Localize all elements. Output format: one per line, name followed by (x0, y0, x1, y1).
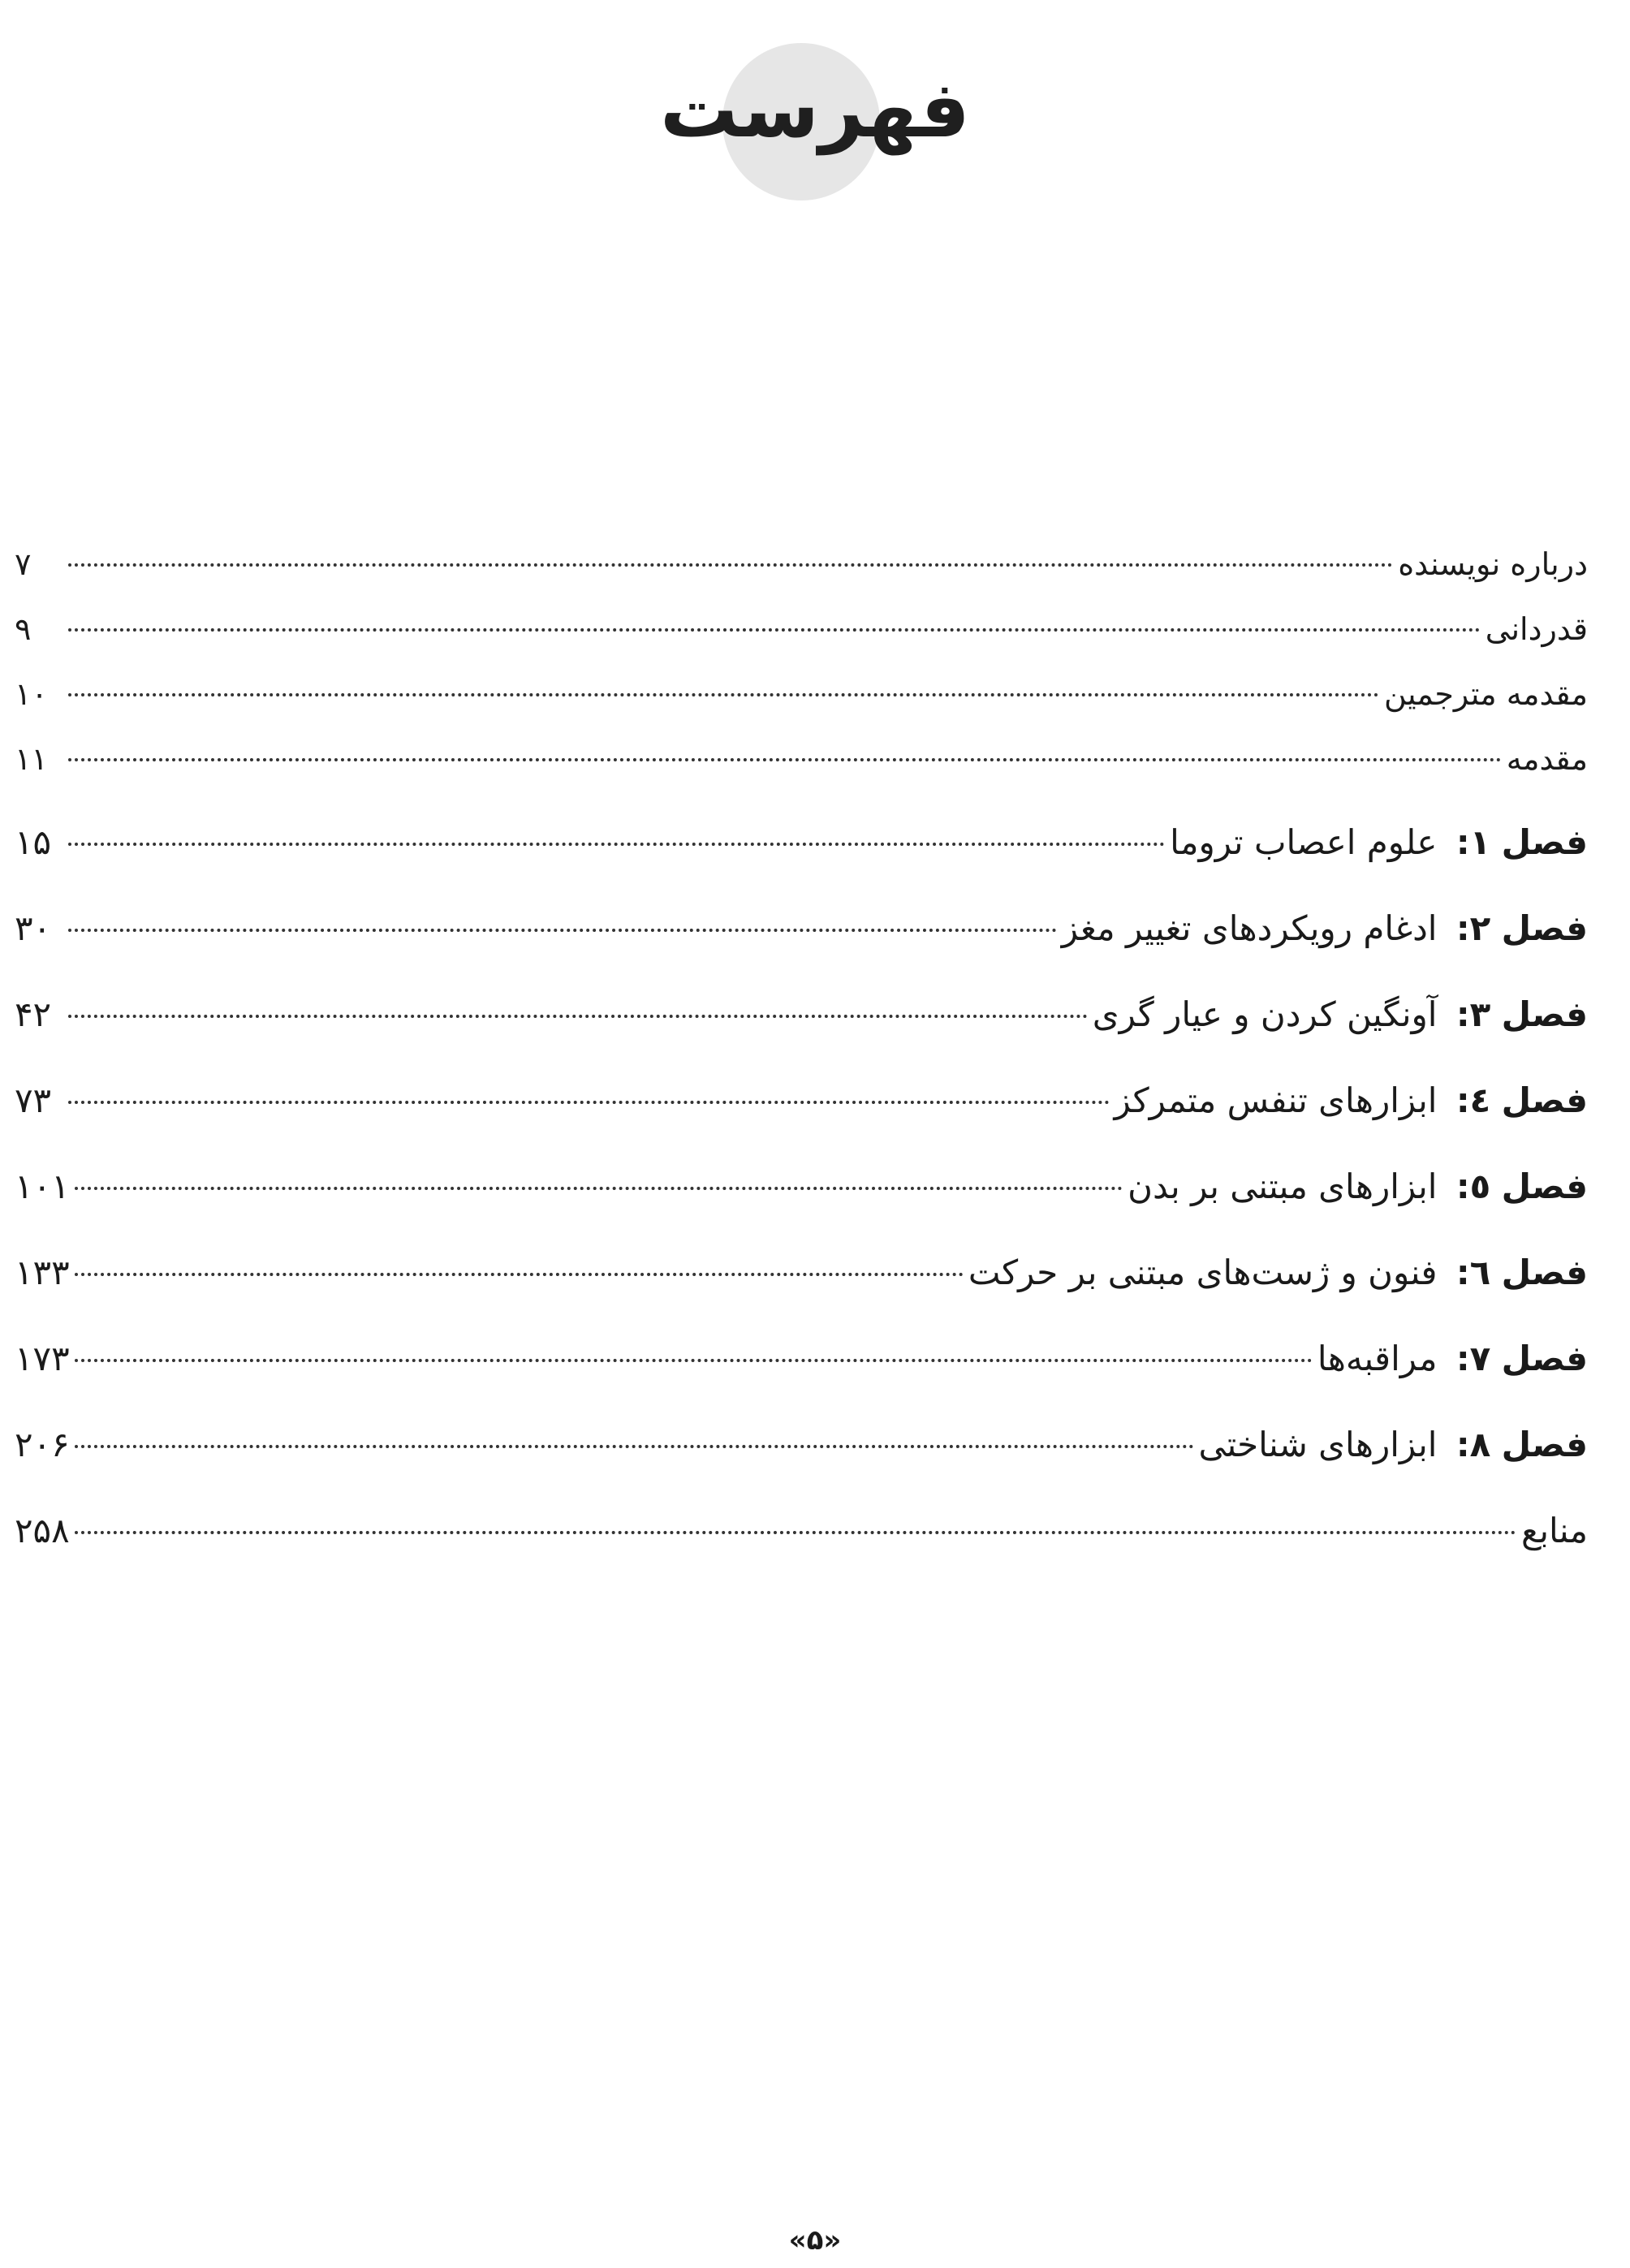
chapter-prefix: فصل (1501, 1425, 1588, 1464)
toc-entry-label (1317, 1316, 1588, 1402)
chapter-title: ابزارهای مبتنی بر بدن (1128, 1166, 1438, 1206)
dot-leader (68, 1101, 1110, 1104)
dot-leader (68, 929, 1057, 932)
chapter-number: ۷: (1455, 1339, 1491, 1378)
chapter-number: ۲: (1455, 908, 1491, 948)
title-block (0, 41, 1630, 211)
chapter-title: مراقبه‌ها (1317, 1339, 1438, 1378)
dot-leader (68, 758, 1502, 761)
toc-entry-chapter-2[interactable] (15, 886, 1588, 972)
toc-entry-title: درباره نویسنده (1398, 546, 1588, 582)
dot-leader (75, 1531, 1516, 1534)
toc-entry-chapter-6[interactable] (15, 1230, 1588, 1316)
toc-entry-label (1093, 972, 1588, 1058)
toc-entry-page: ۲۰۶ (15, 1425, 70, 1464)
chapter-prefix: فصل (1501, 1339, 1588, 1378)
chapter-prefix: فصل (1501, 1080, 1588, 1120)
toc-entry-label (1199, 1402, 1589, 1488)
dot-leader (68, 1015, 1088, 1018)
page-title: فهرست (660, 64, 970, 155)
toc-entry-page: ۱۳۳ (15, 1253, 70, 1292)
chapter-title: فنون و ژست‌های مبتنی بر حرکت (968, 1253, 1438, 1292)
chapter-title: ادغام رویکردهای تغییر مغز (1061, 908, 1438, 948)
toc-entry-chapter-7[interactable] (15, 1316, 1588, 1402)
toc-entry-acknowledgements[interactable] (15, 597, 1588, 662)
chapter-title: علوم اعصاب تروما (1170, 822, 1438, 862)
chapter-number: ٦: (1455, 1253, 1491, 1292)
toc-entry-chapter-8[interactable] (15, 1402, 1588, 1488)
toc-entry-translators-preface[interactable] (15, 662, 1588, 727)
toc-entry-page: ۷۳ (15, 1080, 52, 1120)
chapter-number: ۱: (1455, 822, 1491, 862)
toc-entry-references[interactable] (15, 1488, 1588, 1574)
chapter-number: ۳: (1455, 994, 1491, 1034)
table-of-contents (15, 532, 1588, 1574)
chapter-prefix: فصل (1501, 908, 1588, 948)
toc-entry-page: ۳۰ (15, 908, 52, 948)
toc-entry-label (968, 1230, 1588, 1316)
toc-entry-label (1062, 886, 1588, 972)
dot-leader (68, 693, 1379, 696)
toc-entry-chapter-3[interactable] (15, 972, 1588, 1058)
toc-entry-page: ۱۱ (15, 741, 48, 777)
toc-entry-page: ۴۲ (15, 994, 52, 1034)
chapter-title: ابزارهای تنفس متمرکز (1114, 1080, 1438, 1120)
toc-entry-label (1170, 800, 1588, 886)
dot-leader (75, 1445, 1194, 1448)
dot-leader (68, 628, 1481, 632)
toc-entry-introduction[interactable] (15, 727, 1588, 791)
toc-entry-page: ۱۷۳ (15, 1339, 70, 1378)
page-number: «۵» (788, 2224, 842, 2257)
toc-entry-page: ۹ (15, 611, 32, 647)
chapter-prefix: فصل (1501, 1166, 1588, 1206)
toc-entry-page: ۱۵ (15, 822, 52, 862)
toc-entry-about-author[interactable] (15, 532, 1588, 597)
toc-entry-title: مقدمه (1506, 741, 1588, 777)
dot-leader (75, 1273, 964, 1276)
chapter-prefix: فصل (1501, 994, 1588, 1034)
chapter-prefix: فصل (1501, 822, 1588, 862)
chapter-title: ابزارهای شناختی (1198, 1425, 1438, 1464)
toc-entry-page: ۷ (15, 546, 32, 582)
chapter-number: ۸: (1455, 1425, 1491, 1464)
chapter-number: ٤: (1455, 1080, 1491, 1120)
toc-entry-title: مقدمه مترجمین (1384, 676, 1588, 712)
chapter-prefix: فصل (1501, 1253, 1588, 1292)
dot-leader (75, 1187, 1123, 1190)
toc-entry-page: ۱۰ (15, 676, 48, 712)
toc-entry-chapter-4[interactable] (15, 1058, 1588, 1144)
toc-entry-page: ۲۵۸ (15, 1511, 70, 1550)
toc-entry-chapter-1[interactable] (15, 800, 1588, 886)
toc-entry-page: ۱۰۱ (15, 1166, 70, 1206)
toc-entry-label (1115, 1058, 1589, 1144)
toc-entry-label (1128, 1144, 1588, 1230)
chapter-title: آونگین کردن و عیار گری (1092, 994, 1438, 1034)
chapter-number: ٥: (1455, 1166, 1491, 1206)
dot-leader (75, 1359, 1313, 1362)
toc-entry-title: قدردانی (1485, 611, 1588, 647)
dot-leader (68, 843, 1165, 846)
toc-entry-chapter-5[interactable] (15, 1144, 1588, 1230)
toc-entry-title: منابع (1520, 1511, 1588, 1550)
dot-leader (68, 563, 1393, 567)
